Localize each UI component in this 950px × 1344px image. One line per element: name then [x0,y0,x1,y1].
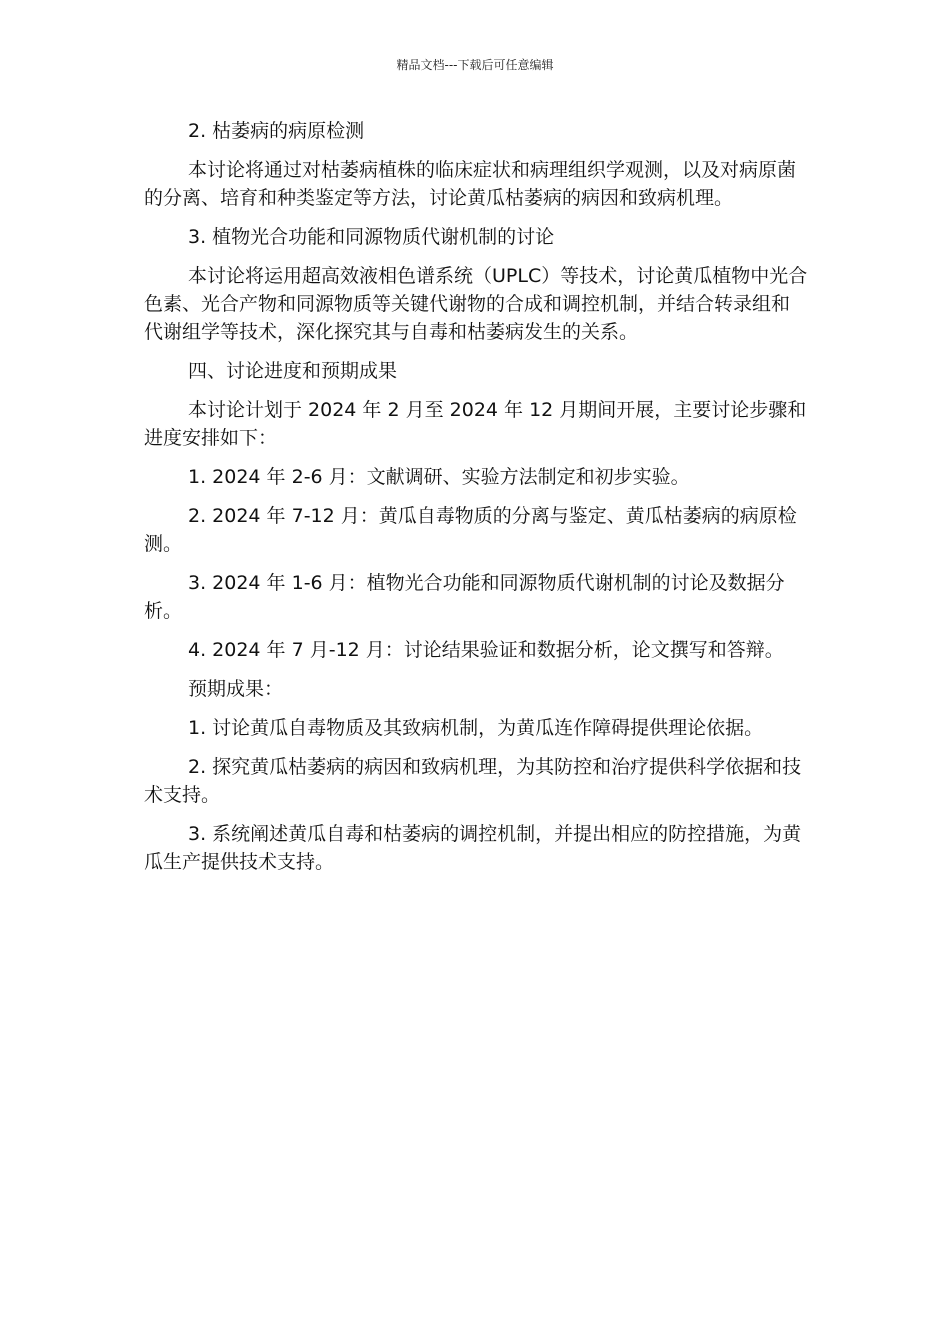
expected-results-heading: 预期成果： [188,678,284,700]
expected-result-item: 3. 系统阐述黄瓜自毒和枯萎病的调控机制，并提出相应的防控措施，为黄瓜生产提供技术支持。 [144,823,802,873]
section-heading-progress: 四、讨论进度和预期成果 [188,360,398,382]
expected-result-item: 1. 讨论黄瓜自毒物质及其致病机制，为黄瓜连作障碍提供理论依据。 [188,717,764,739]
schedule-item: 3. 2024 年 1-6 月：植物光合功能和同源物质代谢机制的讨论及数据分析。 [144,572,785,622]
schedule-item: 2. 2024 年 7-12 月：黄瓜自毒物质的分离与鉴定、黄瓜枯萎病的病原检测。 [144,505,797,555]
body-paragraph: 本讨论将运用超高效液相色谱系统（UPLC）等技术，讨论黄瓜植物中光合色素、光合产物和同源物质等关键代谢物的合成和调控机制，并结合转录组和代谢组学等技术，深化探究其与自毒和枯萎病发生的关系。 [144,265,808,343]
body-paragraph: 本讨论计划于 2024 年 2 月至 2024 年 12 月期间开展，主要讨论步骤和进度安排如下： [144,399,807,449]
schedule-item: 4. 2024 年 7 月-12 月：讨论结果验证和数据分析，论文撰写和答辩。 [188,639,784,661]
expected-result-item: 2. 探究黄瓜枯萎病的病因和致病机理，为其防控和治疗提供科学依据和技术支持。 [144,756,802,806]
page-header: 精品文档---下载后可任意编辑 [396,58,554,72]
section-heading-pathogen-detection: 2. 枯萎病的病原检测 [188,120,365,142]
body-paragraph: 本讨论将通过对枯萎病植株的临床症状和病理组织学观测，以及对病原菌的分离、培育和种类鉴定等方法，讨论黄瓜枯萎病的病因和致病机理。 [144,159,797,209]
section-heading-photosynthesis: 3. 植物光合功能和同源物质代谢机制的讨论 [188,226,555,248]
document-body [144,117,808,887]
schedule-item: 1. 2024 年 2-6 月：文献调研、实验方法制定和初步实验。 [188,466,690,488]
